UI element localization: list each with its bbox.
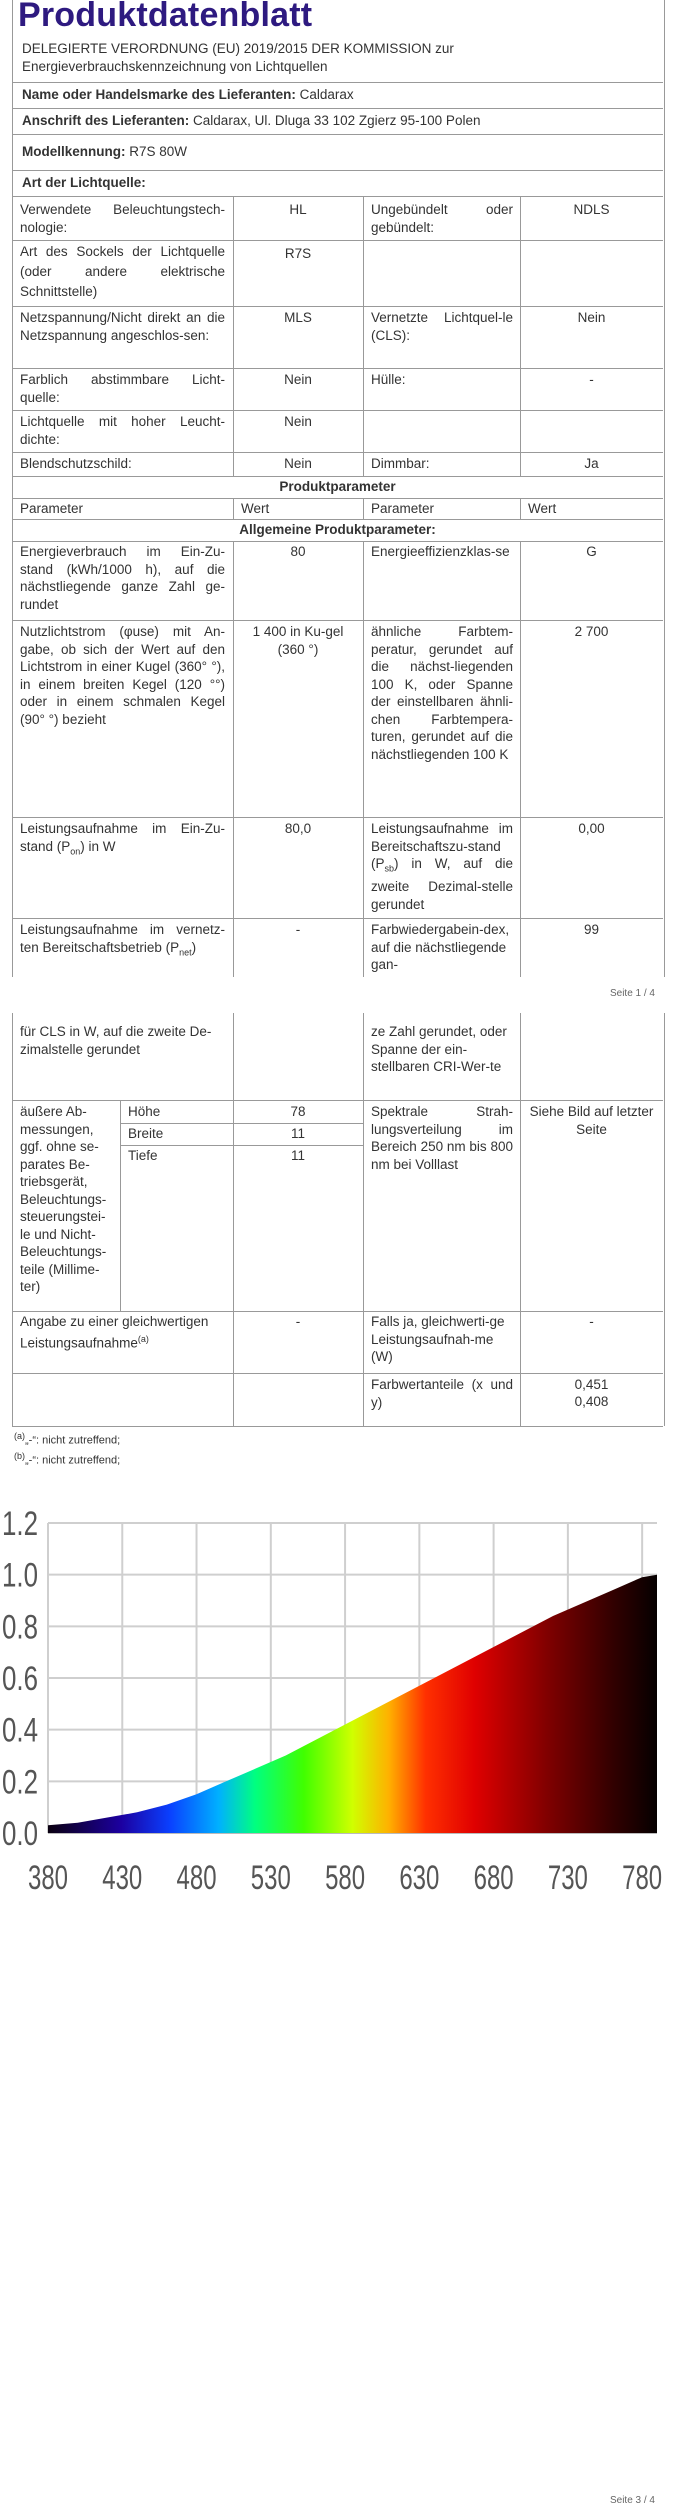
equivalent-watts-value: -: [589, 1314, 594, 1329]
y-tick-label: 0.4: [2, 1711, 38, 1750]
page-number: Seite 3 / 4: [609, 2495, 655, 2506]
supplier-name-row: [22, 86, 354, 104]
col-divider: [520, 541, 521, 977]
col-divider: [233, 498, 234, 519]
col-divider: [233, 1013, 234, 1426]
directional-label: Ungebündelt oder gebündelt:: [371, 202, 513, 235]
on-power-label: Leistungsaufnahme im Ein-Zu-stand $(P_{on})$ in W: [20, 821, 225, 857]
equivalent-power-value: -: [295, 1314, 301, 1329]
cri-label-cont: ze Zahl gerundet, oder Spanne der ein-stellbaren CRI-Wer-te: [371, 1024, 507, 1074]
mains-label: Netzspannung/Nicht direkt an die Netzspannung angeschlos-sen:: [20, 310, 225, 343]
luminous-flux-value: 1 400 in Ku-gel (360 °): [252, 624, 344, 657]
y-tick-label: 0.8: [2, 1608, 38, 1647]
dimmable-label: Dimmbar:: [371, 456, 430, 471]
supplier-address-row: [22, 112, 480, 130]
x-tick-label: 680: [473, 1859, 514, 1897]
col-divider: [520, 1013, 521, 1426]
dim-depth-label: Tiefe: [128, 1148, 158, 1163]
y-tick-label: 1.0: [2, 1556, 38, 1595]
page-number: Seite 1 / 4: [609, 988, 655, 999]
y-tick-label: 1.2: [2, 1505, 38, 1543]
divider: [12, 1311, 663, 1312]
divider: [12, 306, 663, 307]
supplier-name-value: Caldarax: [299, 87, 354, 102]
x-axis: [28, 1859, 662, 1897]
spectral-value: Siehe Bild auf letzter Seite: [529, 1104, 654, 1137]
anti-glare-value: Nein: [284, 456, 312, 471]
y-tick-label: 0.6: [2, 1660, 38, 1698]
col-header-value: Wert: [241, 501, 270, 516]
spectral-label: Spektrale Strah-lungsverteilung im Bereich 250 nm bis 800 nm bei Volllast: [371, 1104, 513, 1172]
footnote-a-text: „-“: nicht zutreffend;: [25, 1434, 121, 1447]
divider: [12, 1426, 663, 1427]
mains-value: MLS: [284, 310, 312, 325]
regulation-text: DELEGIERTE VERORDNUNG (EU) 2019/2015 DER KOMMISSION zur Energieverbrauchskennzeichnung von Lichtquellen: [22, 41, 454, 74]
model-row: [22, 143, 187, 161]
chromaticity-label: Farbwertanteile (x und y): [371, 1377, 513, 1410]
page-1: [0, 0, 673, 1000]
col-header-param: Parameter: [371, 501, 435, 516]
cap-type-value: R7S: [284, 246, 312, 261]
divider: [12, 196, 663, 197]
energy-consumption-value: 80: [290, 544, 306, 559]
dimmable-value: Ja: [584, 456, 599, 471]
divider: [120, 1123, 363, 1124]
x-tick-label: 580: [325, 1859, 366, 1897]
cls-label: Vernetzte Lichtquel-le (CLS):: [371, 310, 513, 343]
model-value: R7S 80W: [129, 144, 188, 159]
luminous-flux-label: Nutzlichtstrom (φuse) mit An-gabe, ob sich der Wert auf den Lichtstrom in einer Kugel (360° °), in einem breiten Kegel (120 °°) oder in einem schmalen Kegel (90° °) bezieht: [20, 624, 225, 727]
divider: [12, 519, 663, 520]
network-standby-label-cont: für CLS in W, auf die zweite De-zimalstelle gerundet: [20, 1024, 212, 1057]
y-tick-label: 0.0: [2, 1815, 38, 1853]
divider: [120, 1145, 363, 1146]
col-divider: [120, 1100, 121, 1311]
standby-power-value: 0,00: [578, 821, 605, 836]
footnote-a: $^{(a)}$„-“: nicht zutreffend;: [14, 1431, 121, 1447]
x-tick-label: 780: [622, 1859, 663, 1897]
divider: [12, 170, 663, 171]
page-2: [0, 1013, 673, 2510]
energy-class-value: G: [586, 544, 597, 559]
dim-depth-value: 11: [290, 1148, 305, 1163]
footnote-b: $^{(b)}$„-“: nicht zutreffend;: [14, 1451, 121, 1467]
envelope-value: -: [589, 372, 594, 387]
divider: [12, 108, 663, 109]
tunable-value: Nein: [284, 372, 312, 387]
divider: [12, 918, 663, 919]
divider: [12, 620, 663, 621]
cct-label: ähnliche Farbtem-peratur, gerundet auf die nächst-liegenden 100 K, oder Spanne der einstellbaren ähnli-chen Farbtempera-turen, gerundet auf die nächstliegenden 100 K: [371, 624, 513, 762]
supplier-name-label: Name oder Handelsmarke des Lieferanten:: [22, 87, 296, 102]
chromaticity-x: 0,451: [574, 1377, 609, 1392]
cri-value: 99: [583, 922, 600, 937]
divider: [12, 82, 663, 83]
tunable-label: Farblich abstimmbare Licht-quelle:: [20, 372, 225, 405]
footnote-b-text: „-“: nicht zutreffend;: [25, 1454, 121, 1467]
col-header-param: Parameter: [20, 501, 84, 516]
energy-consumption-label: Energieverbrauch im Ein-Zu-stand (kWh/1000 h), auf die nächstliegende ganze Zahl ge-rundet: [20, 544, 225, 612]
on-power-value: 80,0: [284, 821, 312, 836]
x-tick-label: 730: [547, 1859, 588, 1897]
divider: [12, 1100, 663, 1101]
equivalent-power-label: Angabe zu einer gleichwertigen Leistungsaufnahme$^{(a)}$: [20, 1314, 209, 1350]
dim-width-label: Breite: [128, 1126, 164, 1141]
y-axis: [2, 1505, 38, 1853]
col-header-value: Wert: [528, 501, 557, 516]
directional-value: NDLS: [573, 202, 610, 217]
divider: [12, 498, 663, 499]
dimensions-label: äußere Ab-messungen, ggf. ohne se-parates Be-triebsgerät, Beleuchtungs-steuerungstei-le und Nicht-Beleuchtungs-teile (Millime-ter): [20, 1104, 107, 1294]
dim-height-value: 78: [290, 1104, 306, 1119]
spectral-distribution-chart: [0, 1495, 673, 2175]
document-title: Produktdatenblatt: [18, 0, 313, 34]
chromaticity-y: 0,408: [574, 1394, 609, 1409]
model-label: Modellkennung:: [22, 144, 126, 159]
divider: [12, 1373, 663, 1374]
light-type-heading: Art der Lichtquelle:: [22, 175, 146, 190]
col-divider: [363, 541, 364, 977]
x-tick-label: 430: [102, 1859, 143, 1897]
x-tick-label: 480: [176, 1859, 217, 1897]
col-divider: [520, 498, 521, 519]
col-divider: [363, 1013, 364, 1426]
col-divider: [233, 541, 234, 977]
cct-value: 2 700: [574, 624, 609, 639]
network-standby-label: Leistungsaufnahme im vernetz-ten Bereitschaftsbetrieb $(P_{net})$: [20, 922, 225, 958]
x-tick-label: 380: [28, 1859, 68, 1897]
cri-label: Farbwiedergabein-dex, auf die nächstliegende gan-: [371, 922, 510, 972]
network-standby-value: -: [295, 922, 301, 937]
equivalent-watts-label: Falls ja, gleichwerti-ge Leistungsaufnah-me (W): [371, 1314, 505, 1364]
divider: [12, 452, 663, 453]
product-params-heading: Produktparameter: [279, 479, 396, 494]
energy-class-label: Energieeffizienzklas-se: [371, 544, 510, 559]
divider: [12, 410, 663, 411]
spectrum-area: [48, 1575, 657, 1833]
divider: [12, 240, 663, 241]
col-divider: [233, 196, 234, 476]
col-divider: [520, 196, 521, 476]
tech-value: HL: [289, 202, 307, 217]
divider: [12, 476, 663, 477]
high-luminance-label: Lichtquelle mit hoher Leucht-dichte:: [20, 414, 225, 447]
anti-glare-label: Blendschutzschild:: [20, 456, 132, 471]
dim-height-label: Höhe: [128, 1104, 161, 1119]
cap-type-label: Art des Sockels der Lichtquelle (oder andere elektrische Schnittstelle): [20, 244, 225, 299]
divider: [12, 817, 663, 818]
tech-label: Verwendete Beleuchtungstech-nologie:: [20, 202, 225, 235]
x-tick-label: 530: [250, 1859, 291, 1897]
supplier-address-value: Caldarax, Ul. Dluga 33 102 Zgierz 95-100 Polen: [193, 113, 481, 128]
divider: [12, 134, 663, 135]
col-divider: [363, 498, 364, 519]
x-tick-label: 630: [399, 1859, 440, 1897]
divider: [12, 541, 663, 542]
high-luminance-value: Nein: [284, 414, 312, 429]
cls-value: Nein: [577, 310, 606, 325]
general-params-heading: Allgemeine Produktparameter:: [239, 522, 436, 537]
divider: [12, 368, 663, 369]
col-divider: [363, 196, 364, 476]
y-tick-label: 0.2: [2, 1763, 38, 1802]
dim-width-value: 11: [290, 1126, 305, 1141]
standby-power-label: Leistungsaufnahme im Bereitschaftszu-stand $(P_{sb})$ in W, auf die zweite Dezimal-stelle gerundet: [371, 821, 513, 912]
envelope-label: Hülle:: [371, 372, 406, 387]
supplier-address-label: Anschrift des Lieferanten:: [22, 113, 190, 128]
